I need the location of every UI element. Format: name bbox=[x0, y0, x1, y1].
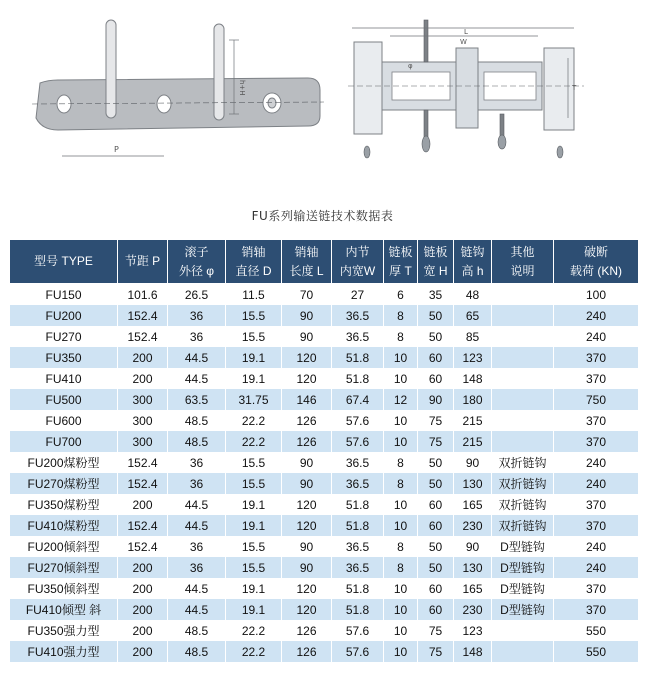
table-cell: 60 bbox=[418, 578, 454, 599]
table-cell: 10 bbox=[384, 578, 418, 599]
table-cell: 50 bbox=[418, 326, 454, 347]
table-row bbox=[10, 305, 639, 326]
table-cell: 148 bbox=[454, 368, 492, 389]
plate-thickness-label: T bbox=[572, 84, 577, 92]
table-cell: 60 bbox=[418, 599, 454, 620]
table-cell: 48.5 bbox=[168, 620, 226, 641]
table-cell: 240 bbox=[554, 305, 639, 326]
table-cell: 51.8 bbox=[332, 368, 384, 389]
table-cell: 36 bbox=[168, 473, 226, 494]
table-cell: 48.5 bbox=[168, 641, 226, 662]
header-cell-text: 载荷 (KN) bbox=[570, 263, 622, 278]
table-cell: 10 bbox=[384, 641, 418, 662]
spec-table bbox=[9, 239, 639, 662]
pitch-label: P bbox=[114, 145, 119, 154]
table-cell: 200 bbox=[118, 494, 168, 515]
table-cell: 100 bbox=[554, 284, 639, 306]
table-row bbox=[10, 326, 639, 347]
inner-width-label: W bbox=[460, 38, 467, 46]
table-cell: 10 bbox=[384, 620, 418, 641]
header-cell-text: 长度 L bbox=[289, 263, 324, 278]
table-cell bbox=[492, 326, 554, 347]
header-cell-text: 厚 T bbox=[389, 263, 412, 278]
table-cell: D型链钩 bbox=[492, 557, 554, 578]
table-cell: 15.5 bbox=[226, 326, 282, 347]
table-cell: 200 bbox=[118, 620, 168, 641]
table-cell: 120 bbox=[282, 578, 332, 599]
table-cell: 36.5 bbox=[332, 326, 384, 347]
table-cell: 90 bbox=[282, 326, 332, 347]
table-cell: 90 bbox=[282, 473, 332, 494]
table-cell: 50 bbox=[418, 557, 454, 578]
table-cell: 200 bbox=[118, 557, 168, 578]
table-cell: 10 bbox=[384, 347, 418, 368]
table-cell: 240 bbox=[554, 473, 639, 494]
table-cell: 19.1 bbox=[226, 368, 282, 389]
table-cell: 75 bbox=[418, 431, 454, 452]
table-cell: 35 bbox=[418, 284, 454, 306]
table-cell: 130 bbox=[454, 557, 492, 578]
table-row bbox=[10, 536, 639, 557]
table-cell bbox=[492, 368, 554, 389]
table-cell: 50 bbox=[418, 305, 454, 326]
table-cell: 36.5 bbox=[332, 473, 384, 494]
table-cell: 165 bbox=[454, 494, 492, 515]
table-cell: 90 bbox=[282, 305, 332, 326]
table-header bbox=[10, 240, 639, 284]
header-cell-text: 销轴 bbox=[294, 244, 319, 259]
table-cell: 48 bbox=[454, 284, 492, 306]
table-cell bbox=[492, 641, 554, 662]
table-cell: 51.8 bbox=[332, 347, 384, 368]
header-cell-text: 高 h bbox=[461, 263, 484, 278]
table-cell: 22.2 bbox=[226, 410, 282, 431]
table-cell: 126 bbox=[282, 641, 332, 662]
table-row bbox=[10, 641, 639, 662]
table-cell: 双折链钩 bbox=[492, 494, 554, 515]
table-cell: 44.5 bbox=[168, 578, 226, 599]
table-cell: 123 bbox=[454, 347, 492, 368]
table-cell: 230 bbox=[454, 515, 492, 536]
table-row bbox=[10, 410, 639, 431]
table-cell: 152.4 bbox=[118, 536, 168, 557]
table-cell: 19.1 bbox=[226, 578, 282, 599]
table-row bbox=[10, 599, 639, 620]
table-cell: 50 bbox=[418, 452, 454, 473]
table-cell: 123 bbox=[454, 620, 492, 641]
table-cell: 165 bbox=[454, 578, 492, 599]
table-cell: 152.4 bbox=[118, 305, 168, 326]
table-cell: 60 bbox=[418, 368, 454, 389]
table-cell: 101.6 bbox=[118, 284, 168, 306]
header-cell-text: 说明 bbox=[510, 263, 535, 278]
header-cell-text: 其他 bbox=[510, 244, 535, 259]
table-cell: 240 bbox=[554, 452, 639, 473]
table-cell: 8 bbox=[384, 326, 418, 347]
model-cell: FU350煤粉型 bbox=[10, 494, 118, 515]
table-cell: 12 bbox=[384, 389, 418, 410]
table-cell: 36 bbox=[168, 326, 226, 347]
table-cell: 370 bbox=[554, 368, 639, 389]
model-cell: FU410煤粉型 bbox=[10, 515, 118, 536]
table-cell: 370 bbox=[554, 515, 639, 536]
table-cell: 15.5 bbox=[226, 305, 282, 326]
table-cell: 51.8 bbox=[332, 578, 384, 599]
table-cell: 57.6 bbox=[332, 620, 384, 641]
table-cell: 60 bbox=[418, 494, 454, 515]
table-cell: 370 bbox=[554, 578, 639, 599]
table-cell: 75 bbox=[418, 641, 454, 662]
header-cell-text: 节距 P bbox=[124, 254, 161, 268]
header-cell-text: 外径 φ bbox=[178, 263, 215, 278]
table-cell: 120 bbox=[282, 599, 332, 620]
table-cell: 44.5 bbox=[168, 515, 226, 536]
table-cell: 6 bbox=[384, 284, 418, 306]
table-cell: 36.5 bbox=[332, 536, 384, 557]
table-cell: 152.4 bbox=[118, 515, 168, 536]
model-cell: FU410强力型 bbox=[10, 641, 118, 662]
table-cell: 370 bbox=[554, 347, 639, 368]
table-row bbox=[10, 389, 639, 410]
table-cell: 27 bbox=[332, 284, 384, 306]
table-cell: 31.75 bbox=[226, 389, 282, 410]
model-cell: FU270倾斜型 bbox=[10, 557, 118, 578]
header-cell bbox=[418, 240, 454, 284]
table-cell: 200 bbox=[118, 599, 168, 620]
chain-drawings bbox=[0, 0, 645, 200]
table-cell: 51.8 bbox=[332, 515, 384, 536]
table-cell: 750 bbox=[554, 389, 639, 410]
table-cell: 15.5 bbox=[226, 536, 282, 557]
table-cell: 19.1 bbox=[226, 599, 282, 620]
table-cell: 15.5 bbox=[226, 452, 282, 473]
table-cell: 90 bbox=[282, 536, 332, 557]
model-cell: FU200煤粉型 bbox=[10, 452, 118, 473]
table-body bbox=[10, 284, 639, 663]
table-cell: 90 bbox=[418, 389, 454, 410]
model-cell: FU150 bbox=[10, 284, 118, 306]
table-cell: 48.5 bbox=[168, 410, 226, 431]
table-cell: 48.5 bbox=[168, 431, 226, 452]
table-cell: 85 bbox=[454, 326, 492, 347]
model-cell: FU500 bbox=[10, 389, 118, 410]
table-cell bbox=[492, 389, 554, 410]
header-cell-text: 内宽W bbox=[339, 263, 376, 278]
table-cell: 10 bbox=[384, 599, 418, 620]
model-cell: FU350强力型 bbox=[10, 620, 118, 641]
table-row bbox=[10, 473, 639, 494]
table-cell: 65 bbox=[454, 305, 492, 326]
header-cell bbox=[384, 240, 418, 284]
table-caption: FU系列输送链技术数据表 bbox=[251, 209, 394, 223]
table-cell: 19.1 bbox=[226, 494, 282, 515]
header-cell-text: 链钩 bbox=[460, 244, 485, 259]
pin-length-label: L bbox=[464, 28, 468, 36]
table-cell: 126 bbox=[282, 410, 332, 431]
table-cell: 215 bbox=[454, 410, 492, 431]
table-row bbox=[10, 578, 639, 599]
table-row bbox=[10, 347, 639, 368]
table-cell: 63.5 bbox=[168, 389, 226, 410]
table-cell: 11.5 bbox=[226, 284, 282, 306]
table-cell: D型链钩 bbox=[492, 536, 554, 557]
table-cell bbox=[492, 410, 554, 431]
table-cell: 8 bbox=[384, 557, 418, 578]
header-cell-text: 直径 D bbox=[235, 263, 272, 278]
table-cell: 90 bbox=[454, 536, 492, 557]
table-cell: 19.1 bbox=[226, 347, 282, 368]
header-cell bbox=[118, 240, 168, 284]
table-row bbox=[10, 557, 639, 578]
table-cell: 44.5 bbox=[168, 347, 226, 368]
table-cell: 10 bbox=[384, 515, 418, 536]
hook-height-label: h+H bbox=[238, 80, 246, 96]
table-cell: 22.2 bbox=[226, 641, 282, 662]
header-cell-text: 宽 H bbox=[423, 263, 448, 278]
table-cell: 200 bbox=[118, 347, 168, 368]
table-cell: 50 bbox=[418, 536, 454, 557]
table-cell: 240 bbox=[554, 557, 639, 578]
table-cell: 300 bbox=[118, 410, 168, 431]
table-cell: 36.5 bbox=[332, 557, 384, 578]
table-cell: 10 bbox=[384, 431, 418, 452]
table-cell: 120 bbox=[282, 494, 332, 515]
model-cell: FU270 bbox=[10, 326, 118, 347]
chain-cross-section-drawing bbox=[348, 18, 588, 168]
table-row bbox=[10, 620, 639, 641]
table-cell: 10 bbox=[384, 368, 418, 389]
header-cell bbox=[554, 240, 639, 284]
table-cell: 152.4 bbox=[118, 326, 168, 347]
table-cell bbox=[492, 347, 554, 368]
header-cell bbox=[454, 240, 492, 284]
table-cell: 67.4 bbox=[332, 389, 384, 410]
table-cell: 90 bbox=[454, 452, 492, 473]
table-cell: 120 bbox=[282, 347, 332, 368]
table-cell: 60 bbox=[418, 515, 454, 536]
table-cell: 19.1 bbox=[226, 515, 282, 536]
table-cell: 370 bbox=[554, 431, 639, 452]
table-cell: 370 bbox=[554, 410, 639, 431]
header-cell bbox=[332, 240, 384, 284]
table-cell: 36 bbox=[168, 536, 226, 557]
table-cell: 8 bbox=[384, 536, 418, 557]
table-cell: 148 bbox=[454, 641, 492, 662]
table-cell: 8 bbox=[384, 473, 418, 494]
table-cell: 36 bbox=[168, 557, 226, 578]
header-cell-text: 销轴 bbox=[241, 244, 266, 259]
table-cell: 300 bbox=[118, 431, 168, 452]
table-cell: 126 bbox=[282, 431, 332, 452]
model-cell: FU350倾斜型 bbox=[10, 578, 118, 599]
table-row bbox=[10, 368, 639, 389]
model-cell: FU410 bbox=[10, 368, 118, 389]
table-cell: 70 bbox=[282, 284, 332, 306]
table-cell: 22.2 bbox=[226, 620, 282, 641]
table-row bbox=[10, 284, 639, 306]
table-cell: 22.2 bbox=[226, 431, 282, 452]
header-row bbox=[10, 240, 639, 284]
table-cell: 57.6 bbox=[332, 431, 384, 452]
table-cell: 130 bbox=[454, 473, 492, 494]
roller-dia-label: φ bbox=[408, 62, 413, 70]
table-cell: 15.5 bbox=[226, 557, 282, 578]
table-cell: 200 bbox=[118, 368, 168, 389]
header-cell bbox=[226, 240, 282, 284]
table-cell: 36 bbox=[168, 305, 226, 326]
table-cell: 120 bbox=[282, 368, 332, 389]
model-cell: FU270煤粉型 bbox=[10, 473, 118, 494]
table-cell: 152.4 bbox=[118, 473, 168, 494]
table-cell: 10 bbox=[384, 494, 418, 515]
table-cell: 36.5 bbox=[332, 305, 384, 326]
table-cell: 200 bbox=[118, 641, 168, 662]
model-cell: FU350 bbox=[10, 347, 118, 368]
table-cell: 双折链钩 bbox=[492, 473, 554, 494]
model-cell: FU600 bbox=[10, 410, 118, 431]
table-cell bbox=[492, 620, 554, 641]
table-cell: 146 bbox=[282, 389, 332, 410]
model-cell: FU700 bbox=[10, 431, 118, 452]
table-cell: 240 bbox=[554, 536, 639, 557]
table-cell: 10 bbox=[384, 410, 418, 431]
table-cell: 300 bbox=[118, 389, 168, 410]
table-cell: 60 bbox=[418, 347, 454, 368]
table-cell: 180 bbox=[454, 389, 492, 410]
header-cell-text: 滚子 bbox=[184, 244, 209, 259]
table-row bbox=[10, 431, 639, 452]
table-cell: 370 bbox=[554, 494, 639, 515]
table-cell: 双折链钩 bbox=[492, 452, 554, 473]
table-cell: 44.5 bbox=[168, 368, 226, 389]
table-cell: 550 bbox=[554, 620, 639, 641]
table-cell: 152.4 bbox=[118, 452, 168, 473]
table-row bbox=[10, 494, 639, 515]
table-cell: D型链钩 bbox=[492, 599, 554, 620]
table-cell: 57.6 bbox=[332, 410, 384, 431]
table-cell: 215 bbox=[454, 431, 492, 452]
table-cell: 50 bbox=[418, 473, 454, 494]
table-cell: 75 bbox=[418, 620, 454, 641]
table-cell: 90 bbox=[282, 557, 332, 578]
table-cell: 44.5 bbox=[168, 599, 226, 620]
header-cell-text: 链板 bbox=[423, 244, 448, 259]
table-cell: 200 bbox=[118, 578, 168, 599]
table-cell: 90 bbox=[282, 452, 332, 473]
header-cell-text: 型号 TYPE bbox=[34, 254, 93, 268]
table-cell: 370 bbox=[554, 599, 639, 620]
table-cell: 36 bbox=[168, 452, 226, 473]
table-cell: 240 bbox=[554, 326, 639, 347]
model-cell: FU200 bbox=[10, 305, 118, 326]
table-row bbox=[10, 452, 639, 473]
header-cell bbox=[492, 240, 554, 284]
table-cell bbox=[492, 431, 554, 452]
table-cell bbox=[492, 284, 554, 306]
header-cell-text: 破断 bbox=[583, 244, 608, 259]
table-cell: 57.6 bbox=[332, 641, 384, 662]
model-cell: FU410倾型 斜 bbox=[10, 599, 118, 620]
model-cell: FU200倾斜型 bbox=[10, 536, 118, 557]
table-cell: 550 bbox=[554, 641, 639, 662]
table-cell: 36.5 bbox=[332, 452, 384, 473]
header-cell-text: 链板 bbox=[388, 244, 413, 259]
table-cell: 120 bbox=[282, 515, 332, 536]
table-cell: 44.5 bbox=[168, 494, 226, 515]
table-cell: 8 bbox=[384, 452, 418, 473]
header-cell bbox=[282, 240, 332, 284]
table-cell: 26.5 bbox=[168, 284, 226, 306]
table-cell: 51.8 bbox=[332, 599, 384, 620]
table-cell: 51.8 bbox=[332, 494, 384, 515]
table-cell: 15.5 bbox=[226, 473, 282, 494]
header-cell bbox=[168, 240, 226, 284]
chain-side-view-drawing bbox=[28, 18, 328, 168]
table-cell: 126 bbox=[282, 620, 332, 641]
table-cell: D型链钩 bbox=[492, 578, 554, 599]
header-cell bbox=[10, 240, 118, 284]
table-cell: 75 bbox=[418, 410, 454, 431]
header-cell-text: 内节 bbox=[345, 244, 370, 259]
table-cell: 8 bbox=[384, 305, 418, 326]
table-cell: 双折链钩 bbox=[492, 515, 554, 536]
table-cell: 230 bbox=[454, 599, 492, 620]
table-cell bbox=[492, 305, 554, 326]
table-row bbox=[10, 515, 639, 536]
